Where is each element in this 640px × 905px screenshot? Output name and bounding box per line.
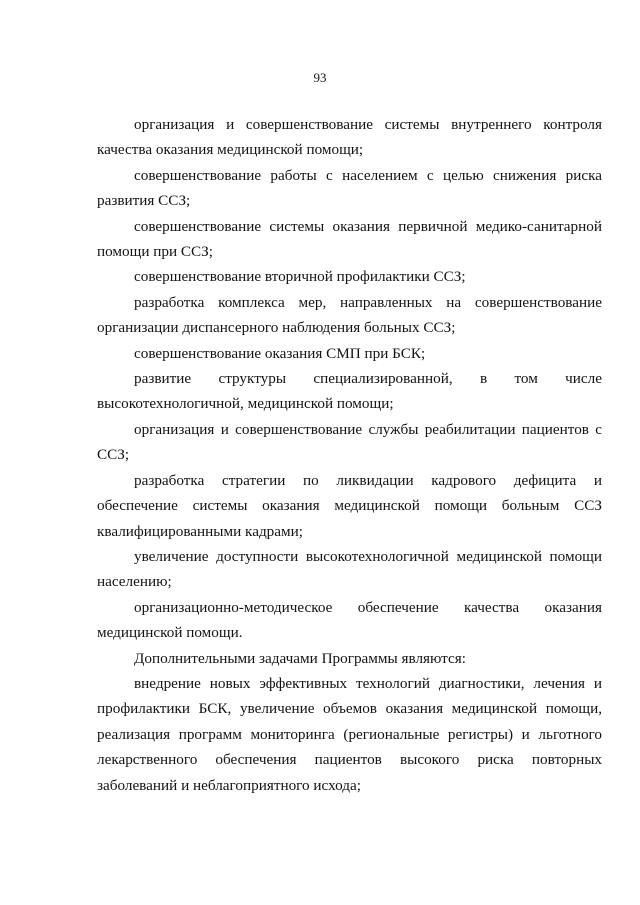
paragraph-rehabilitation: организация и совершенствование службы реабилитации пациентов с ССЗ; — [97, 420, 602, 464]
paragraph-population-work: совершенствование работы с населением с целью снижения риска развития ССЗ; — [97, 166, 602, 210]
paragraph-specialized-care: развитие структуры специализированной, в том числе высокотехнологичной, медицинской помощи; — [97, 370, 602, 413]
paragraph-emergency-care: совершенствование оказания СМП при БСК; — [134, 344, 426, 362]
paragraph-staffing: разработка стратегии по ликвидации кадрового дефицита и обеспечение системы оказания медицинской помощи больным ССЗ квалифицированными кадрами; — [97, 471, 602, 540]
paragraph-additional-tasks-heading: Дополнительными задачами Программы являются: — [134, 649, 466, 667]
paragraph-new-technologies: внедрение новых эффективных технологий диагностики, лечения и профилактики БСК, увеличение объемов оказания медицинской помощи, реализация программ мониторинга (региональные регистры) и льготного лекарственного обеспечения пациентов высокого риска повторных заболеваний и неблагоприятного исхода; — [97, 674, 602, 794]
document-body — [97, 112, 602, 798]
paragraph-quality-control: организация и совершенствование системы внутреннего контроля качества оказания медицинской помощи; — [97, 116, 602, 159]
paragraph-secondary-prevention: совершенствование вторичной профилактики ССЗ; — [134, 268, 466, 286]
page-number: 93 — [313, 70, 327, 85]
paragraph-primary-care: совершенствование системы оказания первичной медико-санитарной помощи при ССЗ; — [97, 217, 602, 261]
paragraph-methodical-support: организационно-методическое обеспечение качества оказания медицинской помощи. — [97, 598, 602, 642]
paragraph-high-tech-access: увеличение доступности высокотехнологичной медицинской помощи населению; — [97, 547, 602, 591]
paragraph-dispensary-observation: разработка комплекса мер, направленных на совершенствование организации диспансерного наблюдения больных ССЗ; — [97, 293, 602, 337]
